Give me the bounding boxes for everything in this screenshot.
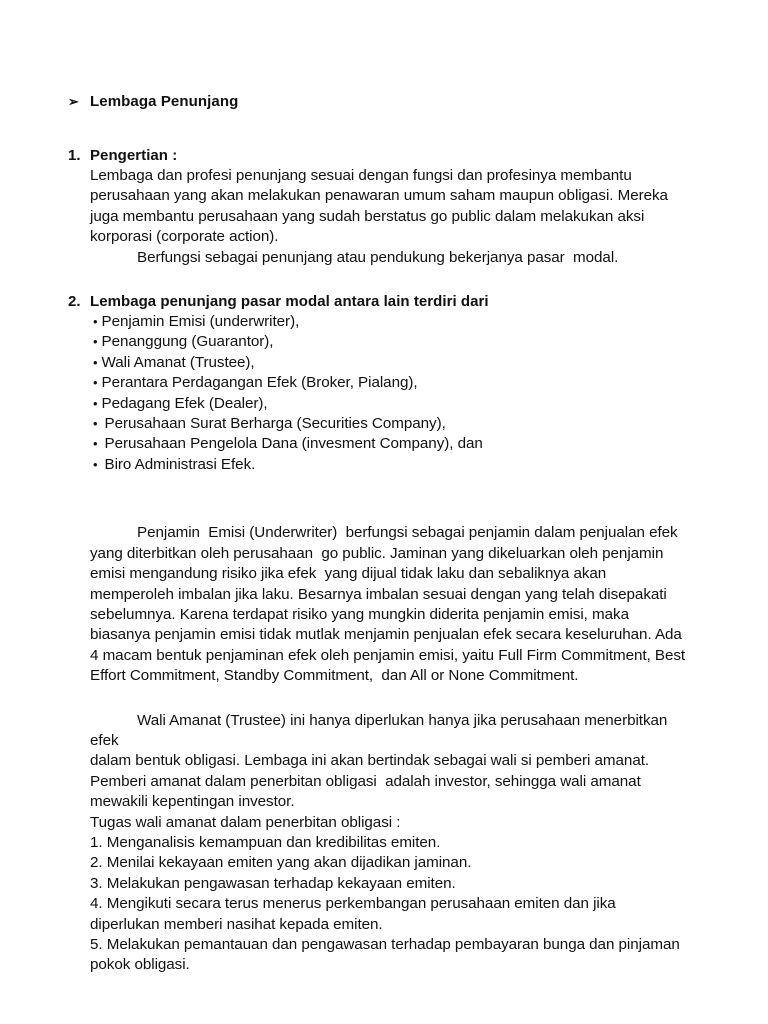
- task-list-item: 4. Mengikuti secara terus menerus perkembangan perusahaan emiten dan jika diperlukan memberi nasihat kepada emiten.: [90, 895, 616, 933]
- spacer: [68, 505, 688, 523]
- heading-pengertian-text: Pengertian :: [90, 147, 178, 164]
- tugas-wali-amanat-list: [68, 833, 688, 976]
- section-heading-text: Lembaga Penunjang: [90, 93, 239, 110]
- document-body: [68, 92, 688, 976]
- bullet-icon: •: [93, 354, 98, 370]
- spacer: [68, 475, 688, 505]
- list-item: [93, 394, 688, 414]
- list-number-2: 2.: [68, 293, 81, 311]
- list-item-label: Pedagang Efek (Dealer),: [101, 394, 268, 412]
- spacer: [68, 268, 688, 292]
- list-item: [93, 414, 688, 434]
- paragraph-tugas-intro: Tugas wali amanat dalam penerbitan obligasi :: [90, 813, 401, 831]
- bullet-icon: •: [93, 416, 98, 432]
- bullet-icon: •: [93, 395, 98, 411]
- heading-lembaga-penunjang-text: Lembaga penunjang pasar modal antara lain terdiri dari: [90, 293, 489, 311]
- list-item: [93, 353, 688, 373]
- list-number-1: 1.: [68, 147, 81, 164]
- lembaga-penunjang-list: [68, 312, 688, 475]
- paragraph-pengertian-2: Berfungsi sebagai penunjang atau pendukung bekerjanya pasar modal.: [137, 248, 619, 266]
- list-item-label: Penjamin Emisi (underwriter),: [101, 313, 300, 331]
- list-item: [93, 312, 688, 332]
- list-item: [93, 434, 688, 454]
- spacer: [68, 112, 688, 146]
- paragraph-pengertian-1: Lembaga dan profesi penunjang sesuai dengan fungsi dan profesinya membantu perusahaan yang akan melakukan penawaran umum saham maupun obligasi. Mereka juga membantu perusahaan yang sudah berstatus go public dalam melakukan aksi korporasi (corporate action).: [90, 167, 673, 246]
- paragraph-penjamin-emisi: Penjamin Emisi (Underwriter) berfungsi sebagai penjamin dalam penjualan efek yang diterbitkan oleh perusahaan go public. Jaminan yang dikeluarkan oleh penjamin emisi mengandung risiko jika efek yang dijual tidak laku dan sebaliknya akan memperoleh imbalan jika laku. Besarnya imbalan sesuai dengan yang telah disepakati sebelumnya. Karena terdapat risiko yang mungkin diderita penjamin emisi, maka biasanya penjamin emisi tidak mutlak menjamin penjualan efek secara keseluruhan. Ada 4 macam bentuk penjaminan efek oleh penjamin emisi, yaitu Full Firm Commitment, Best Effort Commitment, Standby Commitment, dan All or None Commitment.: [90, 524, 690, 685]
- bullet-icon: •: [93, 314, 98, 330]
- list-item: [93, 373, 688, 393]
- list-item-label: Biro Administrasi Efek.: [104, 455, 256, 473]
- heading-lembaga-penunjang-pasar-modal: [68, 292, 688, 312]
- list-item: [93, 455, 688, 475]
- spacer: [68, 687, 688, 711]
- task-list-item: 5. Melakukan pemantauan dan pengawasan terhadap pembayaran bunga dan pinjaman pokok obligasi.: [90, 936, 680, 974]
- paragraph-wali-amanat-2: dalam bentuk obligasi. Lembaga ini akan bertindak sebagai wali si pemberi amanat. Pemberi amanat dalam penerbitan obligasi adalah investor, sehingga wali amanat mewakili kepentingan investor.: [90, 752, 654, 811]
- list-item-label: Penanggung (Guarantor),: [101, 333, 274, 351]
- list-item-label: Wali Amanat (Trustee),: [101, 353, 255, 371]
- task-list-item: 1. Menganalisis kemampuan dan kredibilitas emiten.: [90, 833, 441, 851]
- bullet-icon: •: [93, 456, 98, 472]
- list-item-label: Perusahaan Surat Berharga (Securities Company),: [104, 415, 446, 433]
- bullet-icon: •: [93, 436, 98, 452]
- list-item-label: Perantara Perdagangan Efek (Broker, Pialang),: [101, 374, 418, 392]
- task-list-item: 2. Menilai kekayaan emiten yang akan dijadikan jaminan.: [90, 854, 472, 872]
- list-item-label: Perusahaan Pengelola Dana (invesment Company), dan: [104, 435, 483, 453]
- list-item: [93, 332, 688, 352]
- bullet-icon: •: [93, 375, 98, 391]
- section-heading-lembaga-penunjang: [68, 92, 688, 112]
- task-list-item: 3. Melakukan pengawasan terhadap kekayaan emiten.: [90, 874, 456, 892]
- paragraph-wali-amanat-1: Wali Amanat (Trustee) ini hanya diperlukan hanya jika perusahaan menerbitkan efek: [90, 711, 672, 749]
- arrow-bullet-icon: ➢: [68, 94, 79, 109]
- heading-pengertian: [68, 146, 688, 166]
- bullet-icon: •: [93, 334, 98, 350]
